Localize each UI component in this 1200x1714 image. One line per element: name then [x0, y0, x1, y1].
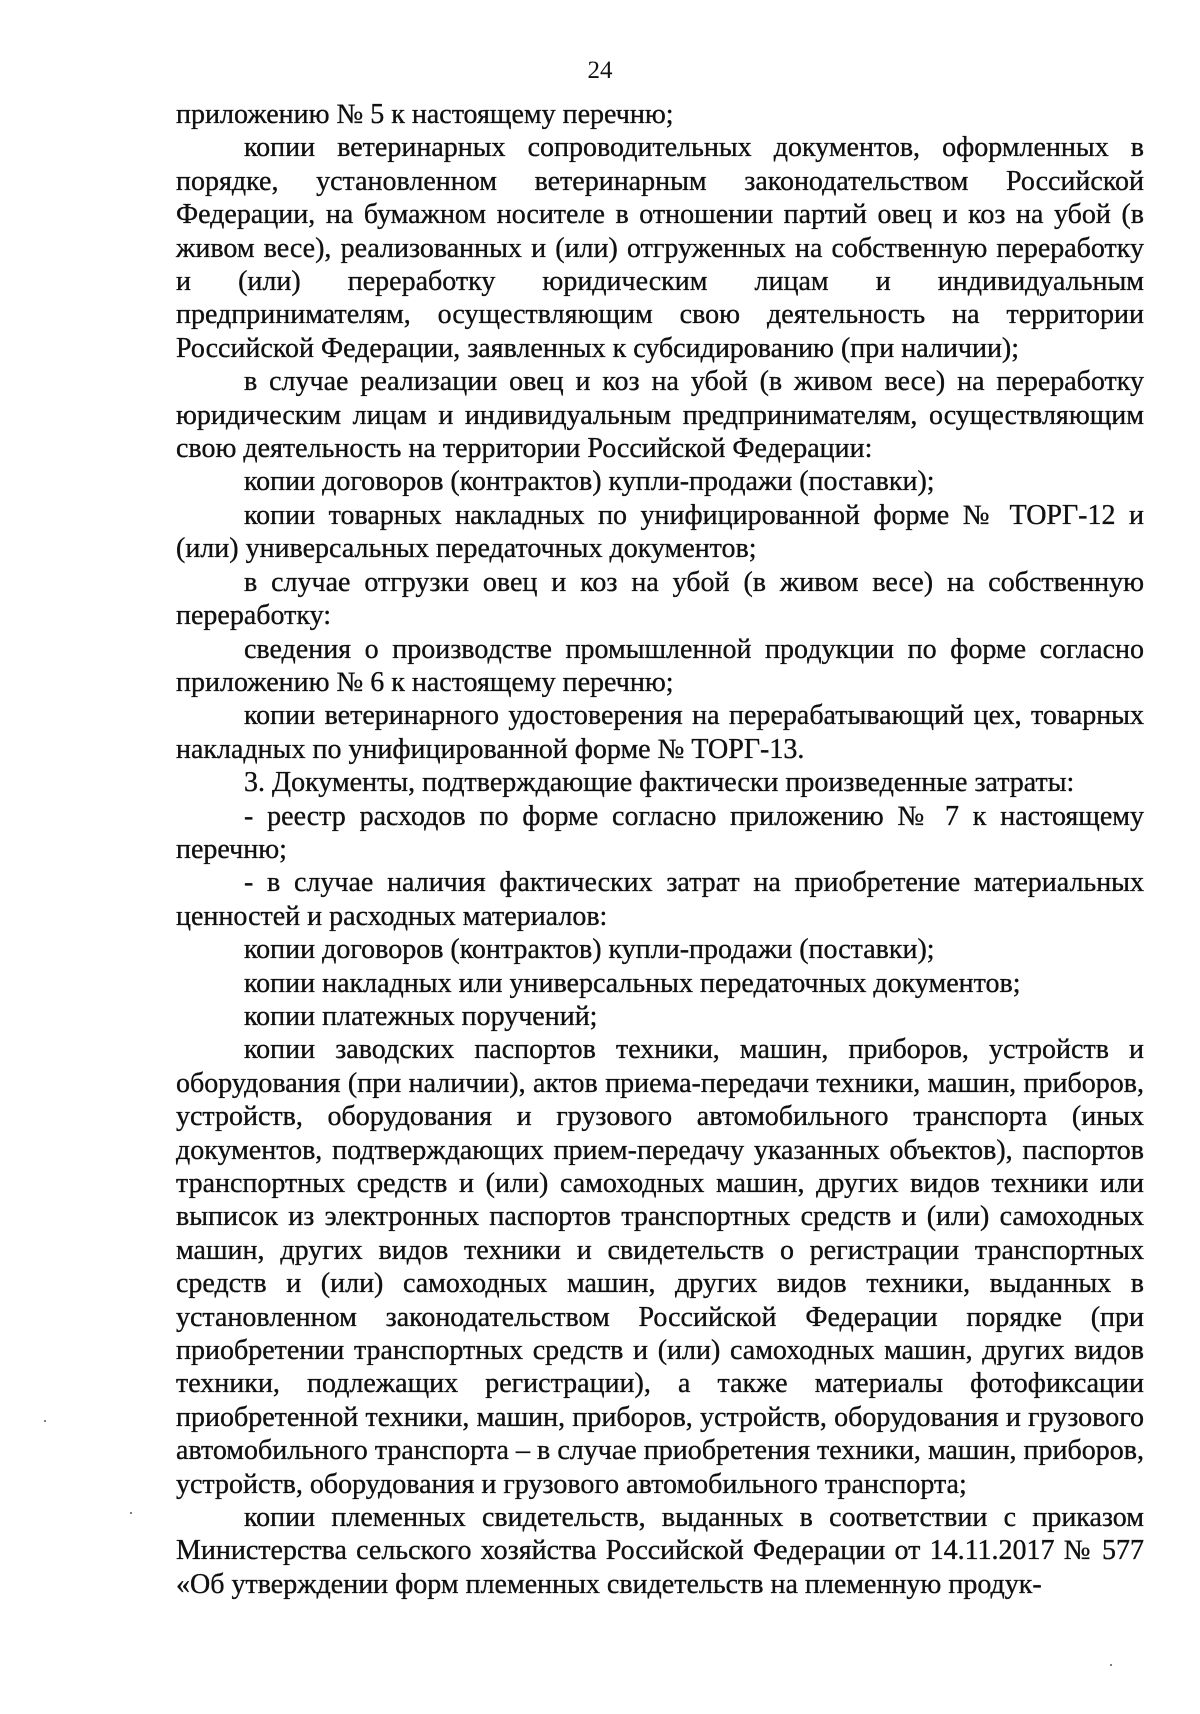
paragraph: в случае отгрузки овец и коз на убой (в живом весе) на собственную переработку:: [176, 566, 1144, 632]
paragraph: копии ветеринарных сопроводительных документов, оформленных в порядке, установленном ветеринарным законодательством Российской Федерации, на бумажном носителе в отношении партий овец и коз на убой (в живом весе), реализованных и (или) отгруженных на собственную переработку и (или) переработку юридическим лицам и индивидуальным предпринимателям, осуществляющим свою деятельность на территории Российской Федерации, заявленных к субсидированию (при наличии);: [176, 132, 1144, 364]
paragraph: в случае реализации овец и коз на убой (в живом весе) на переработку юридическим лицам и индивидуальным предпринимателям, осуществляющим свою деятельность на территории Российской Федерации:: [176, 366, 1144, 465]
paragraph: - реестр расходов по форме согласно приложению № 7 к настоящему перечню;: [176, 800, 1144, 865]
document-body: [176, 98, 1144, 1601]
paragraph: копии накладных или универсальных передаточных документов;: [244, 967, 1021, 999]
scan-speck: [44, 1420, 46, 1422]
section-heading: 3. Документы, подтверждающие фактически произведенные затраты:: [244, 767, 1075, 799]
paragraph: копии платежных поручений;: [244, 1000, 598, 1032]
paragraph: копии договоров (контрактов) купли-продажи (поставки);: [244, 934, 935, 966]
paragraph: - в случае наличия фактических затрат на приобретение материальных ценностей и расходных материалов:: [176, 867, 1144, 932]
scan-speck: [130, 1512, 132, 1514]
paragraph: сведения о производстве промышленной продукции по форме согласно приложению № 6 к настоящему перечню;: [176, 633, 1144, 698]
page-number: 24: [587, 57, 613, 84]
paragraph: приложению № 5 к настоящему перечню;: [176, 99, 674, 130]
paragraph: копии племенных свидетельств, выданных в соответствии с приказом Министерства сельского хозяйства Российской Федерации от 14.11.2017 № 577 «Об утверждении форм племенных свидетельств на племенную продук-: [176, 1502, 1144, 1600]
paragraph: копии товарных накладных по унифицированной форме № ТОРГ-12 и (или) универсальных передаточных документов;: [176, 499, 1144, 565]
paragraph: копии ветеринарного удостоверения на перерабатывающий цех, товарных накладных по унифицированной форме № ТОРГ-13.: [176, 700, 1144, 765]
paragraph: копии заводских паспортов техники, машин, приборов, устройств и оборудования (при наличии), актов приема-передачи техники, машин, приборов, устройств, оборудования и грузового автомобильного транспорта (иных документов, подтверждающих прием-передачу указанных объектов), паспортов транспортных средств и (или) самоходных машин, других видов техники или выписок из электронных паспортов транспортных средств и (или) самоходных машин, других видов техники и свидетельств о регистрации транспортных средств и (или) самоходных машин, других видов техники, выданных в установленном законодательством Российской Федерации порядке (при приобретении транспортных средств и (или) самоходных машин, других видов техники, подлежащих регистрации), а также материалы фотофиксации приобретенной техники, машин, приборов, устройств, оборудования и грузового автомобильного транспорта – в случае приобретения техники, машин, приборов, устройств, оборудования и грузового автомобильного транспорта;: [176, 1034, 1144, 1500]
paragraph: копии договоров (контрактов) купли-продажи (поставки);: [244, 466, 935, 498]
scan-speck: [1110, 1664, 1112, 1666]
